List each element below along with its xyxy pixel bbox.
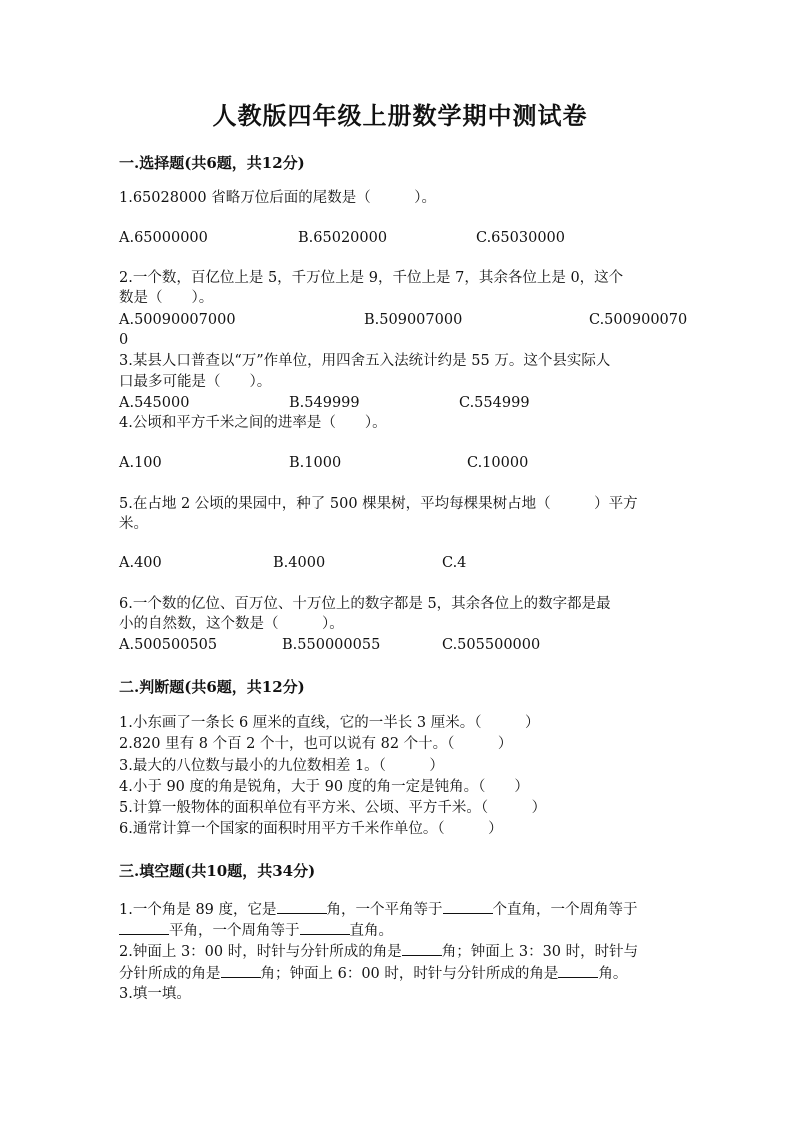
option-a: A.50090007000 [119, 312, 236, 328]
option-c: C.500900070 [589, 312, 688, 328]
text-part: 平角，一个周角等于 [169, 923, 300, 939]
option-a: A.500500505 [119, 637, 218, 653]
option-b: B.4000 [273, 555, 326, 571]
answer-blank[interactable] [402, 941, 442, 956]
text-part: 角。 [598, 966, 628, 982]
question-text: 6.一个数的亿位、百万位、十万位上的数字都是 5，其余各位上的数字都是最 [119, 596, 611, 612]
option-b: B.509007000 [364, 312, 463, 328]
question-text: 1.65028000 省略万位后面的尾数是（ ）。 [119, 190, 436, 206]
fill-question-line [119, 920, 393, 941]
option-c: C.65030000 [476, 230, 565, 246]
section-heading-fill: 三.填空题(共10题，共34分) [119, 862, 316, 880]
text-part: 角；钟面上 3：30 时，时针与 [441, 944, 639, 960]
question-text: 口最多可能是（ ）。 [119, 374, 272, 390]
answer-blank[interactable] [277, 899, 327, 914]
option-a: A.100 [119, 455, 162, 471]
fill-question-line [119, 899, 638, 920]
question-text: 4.公顷和平方千米之间的进率是（ ）。 [119, 415, 387, 431]
question-text: 米。 [119, 516, 148, 532]
text-part: 角；钟面上 6：00 时，时针与分针所成的角是 [260, 966, 559, 982]
page-title: 人教版四年级上册数学期中测试卷 [212, 101, 588, 130]
section-heading-choice: 一.选择题(共6题，共12分) [119, 154, 305, 172]
question-text: 2.一个数，百亿位上是 5，千万位上是 9，千位上是 7，其余各位上是 0，这个 [119, 270, 624, 286]
option-b: B.65020000 [298, 230, 388, 246]
text-part: 个直角，一个周角等于 [492, 902, 638, 918]
question-text: 3.某县人口普查以“万”作单位，用四舍五入法统计约是 55 万。这个县实际人 [119, 353, 611, 369]
fill-question-line [119, 941, 638, 962]
answer-blank[interactable] [443, 899, 493, 914]
option-b: B.1000 [289, 455, 342, 471]
question-text: 3.填一填。 [119, 986, 191, 1002]
section-heading-judge: 二.判断题(共6题，共12分) [119, 678, 305, 696]
text-part: 2.钟面上 3：00 时，时针与分针所成的角是 [119, 944, 402, 960]
option-a: A.65000000 [119, 230, 208, 246]
option-a: A.545000 [119, 395, 190, 411]
text-part: 直角。 [349, 923, 393, 939]
judge-item: 1.小东画了一条长 6 厘米的直线，它的一半长 3 厘米。（ ） [119, 715, 540, 731]
judge-item: 2.820 里有 8 个百 2 个十，也可以说有 82 个十。（ ） [119, 736, 513, 752]
fill-question-line [119, 963, 627, 984]
option-b: B.549999 [289, 395, 360, 411]
option-b: B.550000055 [282, 637, 381, 653]
answer-blank[interactable] [558, 963, 598, 978]
text-part: 1.一个角是 89 度，它是 [119, 902, 277, 918]
judge-item: 6.通常计算一个国家的面积时用平方千米作单位。（ ） [119, 821, 503, 837]
option-c: C.10000 [467, 455, 529, 471]
question-text: 小的自然数，这个数是（ ）。 [119, 616, 344, 632]
text-part: 角，一个平角等于 [326, 902, 443, 918]
judge-item: 5.计算一般物体的面积单位有平方米、公顷、平方千米。（ ） [119, 800, 547, 816]
answer-blank[interactable] [221, 963, 261, 978]
option-c-wrap: 0 [119, 332, 129, 348]
answer-blank[interactable] [119, 920, 169, 935]
judge-item: 3.最大的八位数与最小的九位数相差 1。（ ） [119, 758, 444, 774]
answer-blank[interactable] [300, 920, 350, 935]
option-c: C.554999 [459, 395, 530, 411]
option-a: A.400 [119, 555, 162, 571]
judge-item: 4.小于 90 度的角是锐角，大于 90 度的角一定是钝角。（ ） [119, 779, 529, 795]
option-c: C.505500000 [442, 637, 541, 653]
option-c: C.4 [442, 555, 467, 571]
question-text: 数是（ ）。 [119, 290, 214, 306]
text-part: 分针所成的角是 [119, 966, 221, 982]
question-text: 5.在占地 2 公顷的果园中，种了 500 棵果树，平均每棵果树占地（ ）平方 [119, 496, 638, 512]
